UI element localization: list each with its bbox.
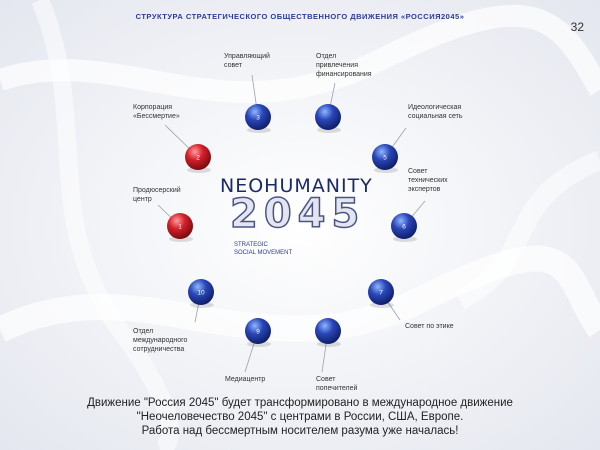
node-number: 2 [196,154,200,162]
footer-text [0,396,600,438]
slide-title: СТРУКТУРА СТРАТЕГИЧЕСКОГО ОБЩЕСТВЕННОГО ДВИЖЕНИЯ «РОССИЯ2045» [135,12,465,21]
node-label: Отдел привлечения финансирования [316,53,372,78]
logo-year: 2045 [230,191,366,237]
node-label: Идеологическая социальная сеть [408,104,463,120]
node-number: 10 [197,289,205,297]
logo-brand: NEOHUMANITY [220,175,373,197]
node-number: 1 [178,223,182,231]
node-number: 9 [256,328,260,336]
node-label: Совет по этике [405,323,454,330]
node-label: Совет попечителей [316,376,358,392]
node-label: Продюсерский центр [133,187,181,203]
logo-subtitle: STRATEGIC SOCIAL MOVEMENT [234,242,293,256]
node-label: Корпорация «Бессмертие» [133,104,180,120]
page-number: 32 [570,20,584,34]
node-label: Совет технических экспертов [408,168,448,193]
node-number: 7 [379,289,383,297]
node-sphere-4 [315,104,341,130]
node-number: 3 [256,114,260,122]
node-number: 5 [383,154,387,162]
node-sphere-8 [315,318,341,344]
node-label: Отдел международного сотрудничества [133,328,188,353]
footer-line-3: Работа над бессмертным носителем разума уже началась! [141,425,459,437]
footer-line-2: "Неочеловечество 2045" с центрами в России, США, Европе. [136,411,464,423]
node-label: Управляющий совет [224,53,270,69]
node-label: Медиацентр [225,376,266,383]
footer-line-1: Движение "Россия 2045" будет трансформировано в международное движение [87,397,513,409]
neohumanity-logo [220,175,390,257]
node-number: 6 [402,223,406,231]
